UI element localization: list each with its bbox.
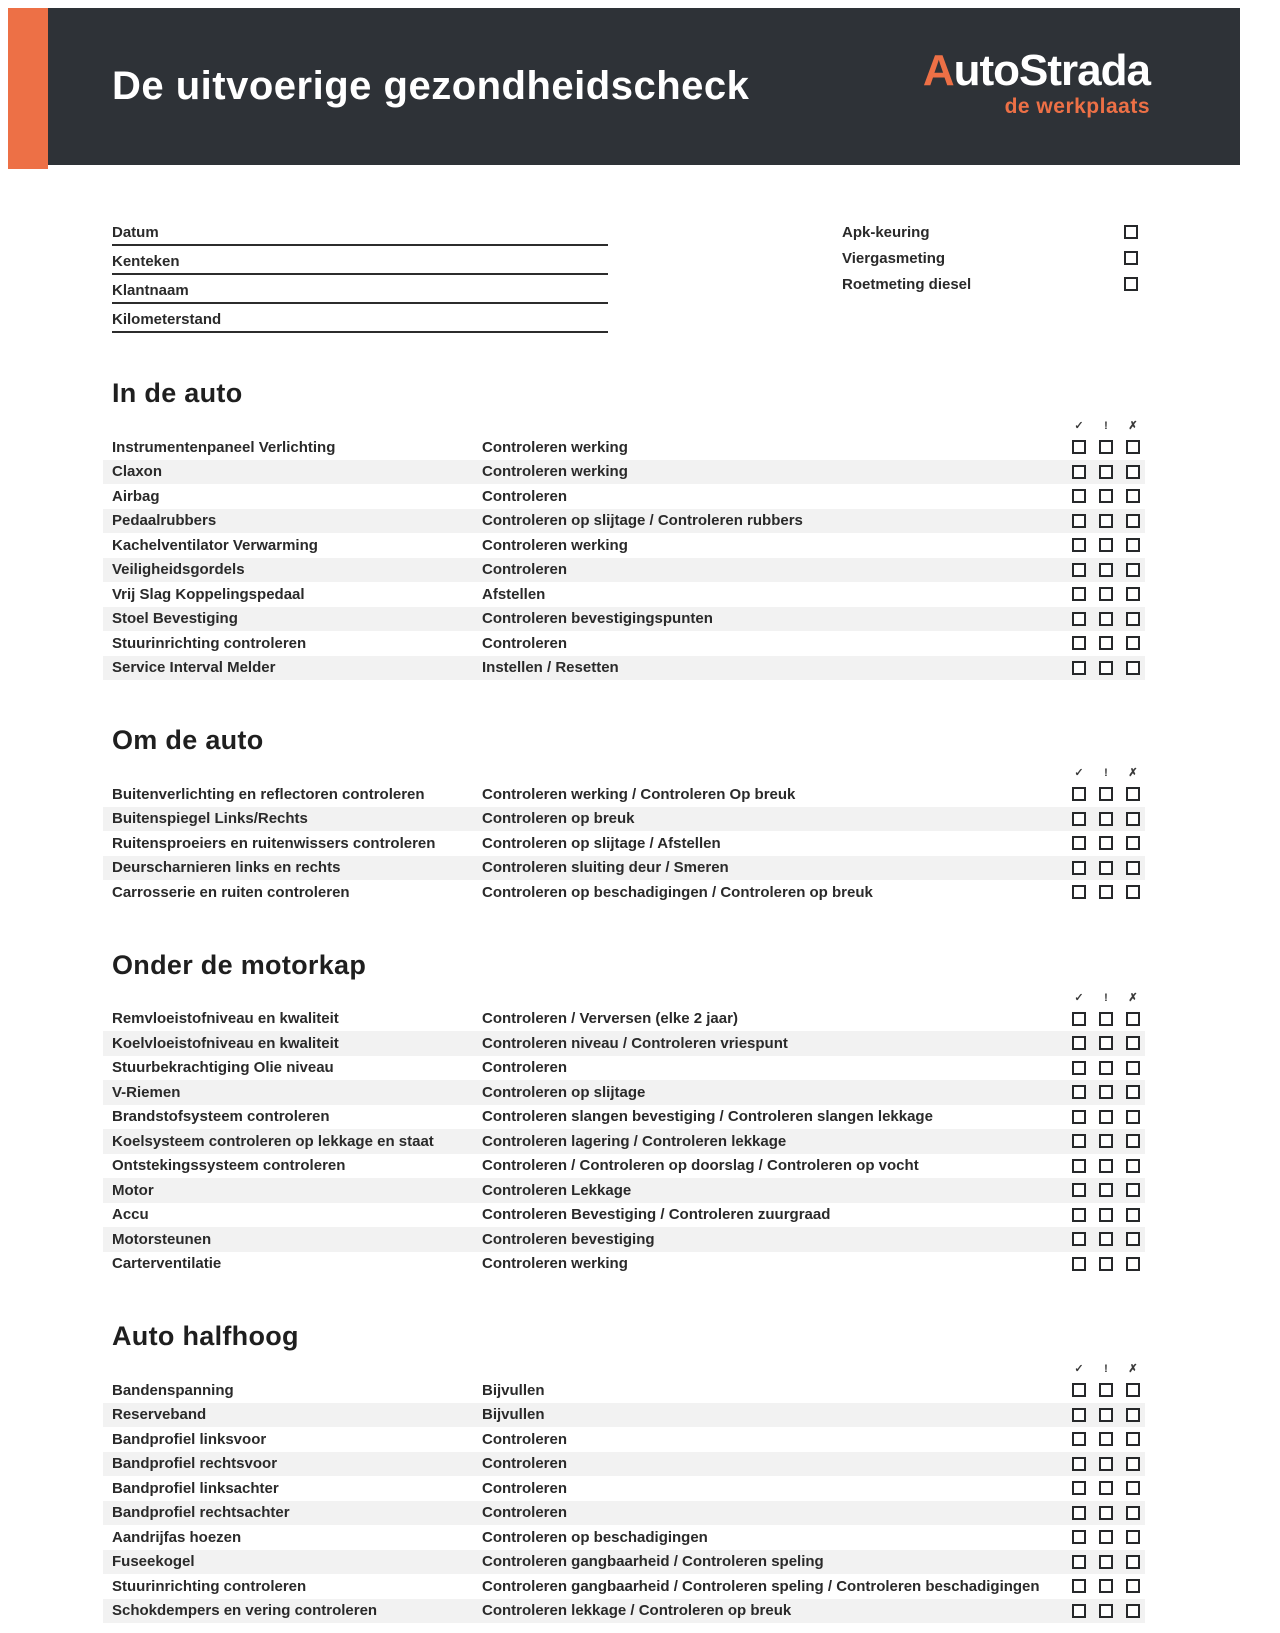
- checkbox-fail[interactable]: [1126, 861, 1140, 875]
- section-title: Auto halfhoog: [112, 1321, 299, 1351]
- checkbox-fail[interactable]: [1126, 612, 1140, 626]
- checkbox-fail[interactable]: [1126, 1408, 1140, 1422]
- extra-checks: [842, 217, 1138, 333]
- check-icon: ✓: [1074, 420, 1084, 432]
- row-action-label: Controleren slangen bevestiging / Controleren slangen lekkage: [482, 1108, 933, 1126]
- checkbox-ok[interactable]: [1072, 1506, 1086, 1520]
- checkbox-warning[interactable]: [1099, 1159, 1113, 1173]
- checkbox-warning[interactable]: [1099, 861, 1113, 875]
- section-title: Om de auto: [112, 725, 264, 755]
- table-row: [103, 533, 1145, 558]
- table-row: [103, 1105, 1145, 1130]
- checkbox-warning[interactable]: [1099, 885, 1113, 899]
- row-item-label: Buitenspiegel Links/Rechts: [112, 810, 308, 828]
- table-row: [103, 1550, 1145, 1575]
- table-row: [103, 1403, 1145, 1428]
- row-item-label: Reserveband: [112, 1406, 207, 1424]
- checkbox-warning[interactable]: [1099, 1257, 1113, 1271]
- table-row: [103, 1056, 1145, 1081]
- checkbox-ok[interactable]: [1072, 1257, 1086, 1271]
- checkbox-warning[interactable]: [1099, 514, 1113, 528]
- document-header: [8, 8, 1240, 165]
- checkbox-warning[interactable]: [1099, 836, 1113, 850]
- checkbox-fail[interactable]: [1126, 1555, 1140, 1569]
- row-item-label: Stuurinrichting controleren: [112, 634, 307, 652]
- checkbox-fail[interactable]: [1126, 1506, 1140, 1520]
- table-row: [103, 484, 1145, 509]
- extra-check-label: Roetmeting diesel: [842, 275, 972, 293]
- row-action-label: Controleren op breuk: [482, 810, 635, 828]
- checkbox-warning[interactable]: [1099, 1134, 1113, 1148]
- section-title: In de auto: [112, 378, 243, 408]
- cross-icon: ✗: [1128, 767, 1138, 779]
- checkbox-ok[interactable]: [1072, 514, 1086, 528]
- row-action-label: Controleren op beschadigingen / Controleren op breuk: [482, 883, 873, 901]
- form-field-label: Datum: [112, 224, 159, 241]
- row-item-label: Stuurinrichting controleren: [112, 1577, 307, 1595]
- row-item-label: Ontstekingssysteem controleren: [112, 1157, 346, 1175]
- checkbox-ok[interactable]: [1072, 563, 1086, 577]
- table-row: [103, 1203, 1145, 1228]
- row-action-label: Controleren lagering / Controleren lekkage: [482, 1132, 787, 1150]
- form-area: [0, 217, 1280, 333]
- row-action-label: Afstellen: [482, 585, 546, 603]
- row-action-label: Controleren: [482, 1504, 568, 1522]
- row-item-label: Remvloeistofniveau en kwaliteit: [112, 1010, 339, 1028]
- extra-check-row-viergasmeting: [842, 245, 1138, 271]
- checkbox-warning[interactable]: [1099, 538, 1113, 552]
- checkbox-fail[interactable]: [1126, 1110, 1140, 1124]
- checkbox-ok[interactable]: [1072, 1579, 1086, 1593]
- accent-bar: [8, 8, 48, 169]
- checkbox-ok[interactable]: [1072, 636, 1086, 650]
- checkbox-warning[interactable]: [1099, 563, 1113, 577]
- checkbox-ok[interactable]: [1072, 1457, 1086, 1471]
- form-field-kilometerstand[interactable]: [112, 304, 608, 333]
- row-item-label: Bandenspanning: [112, 1381, 234, 1399]
- checkbox-warning[interactable]: [1099, 465, 1113, 479]
- checkbox-fail[interactable]: [1126, 489, 1140, 503]
- row-item-label: Brandstofsysteem controleren: [112, 1108, 330, 1126]
- checkbox-warning[interactable]: [1099, 1604, 1113, 1618]
- health-check-document: [0, 8, 1280, 1623]
- checkbox-ok[interactable]: [1072, 1134, 1086, 1148]
- row-action-label: Controleren op slijtage: [482, 1083, 646, 1101]
- checkbox-warning[interactable]: [1099, 661, 1113, 675]
- column-symbols: [103, 768, 1145, 779]
- form-field-label: Klantnaam: [112, 282, 189, 299]
- checkbox-warning[interactable]: [1099, 1481, 1113, 1495]
- checkbox-warning[interactable]: [1099, 1432, 1113, 1446]
- row-item-label: Instrumentenpaneel Verlichting: [112, 438, 336, 456]
- table-row: [103, 460, 1145, 485]
- row-action-label: Bijvullen: [482, 1406, 545, 1424]
- checkbox-fail[interactable]: [1126, 1012, 1140, 1026]
- extra-check-label: Apk-keuring: [842, 223, 930, 241]
- row-action-label: Controleren werking: [482, 536, 628, 554]
- checkbox-ok[interactable]: [1072, 1530, 1086, 1544]
- row-item-label: Koelsysteem controleren op lekkage en staat: [112, 1132, 434, 1150]
- checkbox-ok[interactable]: [1072, 612, 1086, 626]
- checkbox-ok[interactable]: [1072, 1061, 1086, 1075]
- checkbox-ok[interactable]: [1072, 1012, 1086, 1026]
- row-action-label: Controleren: [482, 487, 568, 505]
- form-field-datum[interactable]: [112, 217, 608, 246]
- checkbox-fail[interactable]: [1126, 661, 1140, 675]
- check-icon: ✓: [1074, 767, 1084, 779]
- checkbox-warning[interactable]: [1099, 440, 1113, 454]
- row-action-label: Controleren / Verversen (elke 2 jaar): [482, 1010, 738, 1028]
- checkbox-warning[interactable]: [1099, 1506, 1113, 1520]
- checkbox-warning[interactable]: [1099, 636, 1113, 650]
- cross-icon: ✗: [1128, 991, 1138, 1004]
- checkbox-fail[interactable]: [1126, 836, 1140, 850]
- checkbox-fail[interactable]: [1126, 1383, 1140, 1397]
- row-action-label: Controleren sluiting deur / Smeren: [482, 859, 729, 877]
- checkbox-ok[interactable]: [1072, 1232, 1086, 1246]
- checkbox-warning[interactable]: [1099, 1061, 1113, 1075]
- table-row: [103, 1080, 1145, 1105]
- row-item-label: Motor: [112, 1181, 154, 1199]
- checkbox-ok[interactable]: [1072, 812, 1086, 826]
- form-fields: [112, 217, 608, 333]
- form-field-label: Kenteken: [112, 253, 180, 270]
- checkbox-apk-keuring[interactable]: [1124, 225, 1138, 239]
- row-item-label: Motorsteunen: [112, 1230, 212, 1248]
- table-row: [103, 1574, 1145, 1599]
- cross-icon: ✗: [1128, 1363, 1138, 1375]
- checkbox-fail[interactable]: [1126, 1457, 1140, 1471]
- logo-subtitle: de werkplaats: [1004, 94, 1150, 118]
- row-item-label: Bandprofiel linksvoor: [112, 1430, 267, 1448]
- checkbox-fail[interactable]: [1126, 1604, 1140, 1618]
- table-row: [103, 1227, 1145, 1252]
- form-field-klantnaam[interactable]: [112, 275, 608, 304]
- checkbox-ok[interactable]: [1072, 1208, 1086, 1222]
- checkbox-fail[interactable]: [1126, 1134, 1140, 1148]
- row-action-label: Controleren werking / Controleren Op breuk: [482, 785, 796, 803]
- checkbox-fail[interactable]: [1126, 1183, 1140, 1197]
- autostrada-logo: [922, 45, 1150, 118]
- row-item-label: Buitenverlichting en reflectoren controleren: [112, 785, 425, 803]
- table-row: [103, 582, 1145, 607]
- row-action-label: Controleren: [482, 1059, 568, 1077]
- section-auto-halfhoog: [103, 1321, 1145, 1623]
- row-action-label: Controleren: [482, 561, 568, 579]
- row-item-label: Claxon: [112, 463, 163, 481]
- checkbox-warning[interactable]: [1099, 1208, 1113, 1222]
- checkbox-warning[interactable]: [1099, 1110, 1113, 1124]
- checkbox-ok[interactable]: [1072, 661, 1086, 675]
- checkbox-ok[interactable]: [1072, 1604, 1086, 1618]
- row-action-label: Controleren Lekkage: [482, 1181, 632, 1199]
- row-item-label: Deurscharnieren links en rechts: [112, 859, 341, 877]
- checkbox-fail[interactable]: [1126, 787, 1140, 801]
- checkbox-ok[interactable]: [1072, 440, 1086, 454]
- row-item-label: Schokdempers en vering controleren: [112, 1602, 378, 1620]
- extra-check-row-roetmeting-diesel: [842, 271, 1138, 297]
- checkbox-ok[interactable]: [1072, 538, 1086, 552]
- row-item-label: Service Interval Melder: [112, 659, 276, 677]
- checkbox-roetmeting-diesel[interactable]: [1124, 277, 1138, 291]
- checkbox-fail[interactable]: [1126, 587, 1140, 601]
- row-action-label: Controleren bevestigingspunten: [482, 610, 713, 628]
- checkbox-warning[interactable]: [1099, 587, 1113, 601]
- checkbox-fail[interactable]: [1126, 636, 1140, 650]
- checkbox-warning[interactable]: [1099, 1232, 1113, 1246]
- section-onder-de-motorkap: [103, 950, 1145, 1277]
- column-symbols: [103, 993, 1145, 1004]
- row-item-label: Bandprofiel linksachter: [112, 1479, 279, 1497]
- checkbox-fail[interactable]: [1126, 1530, 1140, 1544]
- section-title: Onder de motorkap: [112, 949, 367, 980]
- checkbox-fail[interactable]: [1126, 812, 1140, 826]
- row-item-label: Veiligheidsgordels: [112, 561, 245, 579]
- checkbox-fail[interactable]: [1126, 514, 1140, 528]
- checkbox-ok[interactable]: [1072, 885, 1086, 899]
- row-action-label: Controleren op beschadigingen: [482, 1528, 708, 1546]
- row-action-label: Controleren gangbaarheid / Controleren speling: [482, 1553, 824, 1571]
- row-item-label: V-Riemen: [112, 1083, 181, 1101]
- row-action-label: Controleren / Controleren op doorslag / Controleren op vocht: [482, 1157, 919, 1175]
- row-item-label: Airbag: [112, 487, 160, 505]
- row-item-label: Aandrijfas hoezen: [112, 1528, 242, 1546]
- row-action-label: Controleren: [482, 1430, 568, 1448]
- checkbox-warning[interactable]: [1099, 1183, 1113, 1197]
- checkbox-ok[interactable]: [1072, 1085, 1086, 1099]
- table-row: [103, 831, 1145, 856]
- checkbox-ok[interactable]: [1072, 861, 1086, 875]
- row-item-label: Stuurbekrachtiging Olie niveau: [112, 1059, 334, 1077]
- row-item-label: Ruitensproeiers en ruitenwissers controleren: [112, 834, 436, 852]
- checkbox-ok[interactable]: [1072, 1383, 1086, 1397]
- table-row: [103, 509, 1145, 534]
- row-item-label: Bandprofiel rechtsachter: [112, 1504, 290, 1522]
- logo-rest: utoStrada: [953, 45, 1150, 95]
- checkbox-warning[interactable]: [1099, 1383, 1113, 1397]
- table-row: [103, 656, 1145, 681]
- table-row: [103, 1178, 1145, 1203]
- checkbox-warning[interactable]: [1099, 812, 1113, 826]
- row-item-label: Accu: [112, 1206, 149, 1224]
- row-item-label: Carrosserie en ruiten controleren: [112, 883, 350, 901]
- row-action-label: Controleren: [482, 1479, 568, 1497]
- checkbox-ok[interactable]: [1072, 489, 1086, 503]
- table-row: [103, 1252, 1145, 1277]
- column-symbols: [103, 1364, 1145, 1375]
- checkbox-fail[interactable]: [1126, 1432, 1140, 1446]
- row-action-label: Controleren werking: [482, 438, 628, 456]
- row-action-label: Controleren: [482, 634, 568, 652]
- checkbox-ok[interactable]: [1072, 1432, 1086, 1446]
- row-action-label: Controleren gangbaarheid / Controleren speling / Controleren beschadigingen: [482, 1577, 1040, 1595]
- checkbox-fail[interactable]: [1126, 1232, 1140, 1246]
- checkbox-fail[interactable]: [1126, 1085, 1140, 1099]
- row-action-label: Controleren Bevestiging / Controleren zuurgraad: [482, 1206, 831, 1224]
- checkbox-ok[interactable]: [1072, 1159, 1086, 1173]
- checkbox-fail[interactable]: [1126, 1036, 1140, 1050]
- table-row: [103, 1599, 1145, 1624]
- row-action-label: Controleren op slijtage / Controleren rubbers: [482, 512, 803, 530]
- table-row: [103, 1031, 1145, 1056]
- logo-initial: A: [922, 45, 954, 95]
- checkbox-ok[interactable]: [1072, 787, 1086, 801]
- check-icon: ✓: [1074, 991, 1084, 1004]
- row-item-label: Kachelventilator Verwarming: [112, 536, 318, 554]
- checkbox-fail[interactable]: [1126, 465, 1140, 479]
- checkbox-warning[interactable]: [1099, 1530, 1113, 1544]
- checkbox-ok[interactable]: [1072, 1555, 1086, 1569]
- checkbox-fail[interactable]: [1126, 563, 1140, 577]
- checklist-sections: [0, 378, 1280, 1623]
- check-icon: ✓: [1074, 1363, 1084, 1375]
- checkbox-warning[interactable]: [1099, 1457, 1113, 1471]
- section-in-de-auto: [103, 378, 1145, 680]
- extra-check-row-apk-keuring: [842, 219, 1138, 245]
- table-row: [103, 1007, 1145, 1032]
- checkbox-ok[interactable]: [1072, 1110, 1086, 1124]
- checkbox-warning[interactable]: [1099, 1579, 1113, 1593]
- checkbox-fail[interactable]: [1126, 1159, 1140, 1173]
- row-item-label: Koelvloeistofniveau en kwaliteit: [112, 1034, 339, 1052]
- row-action-label: Controleren: [482, 1455, 568, 1473]
- table-row: [103, 807, 1145, 832]
- checkbox-viergasmeting[interactable]: [1124, 251, 1138, 265]
- warning-icon: !: [1104, 1363, 1108, 1375]
- table-row: [103, 1501, 1145, 1526]
- row-action-label: Controleren werking: [482, 1255, 628, 1273]
- row-action-label: Controleren lekkage / Controleren op breuk: [482, 1602, 792, 1620]
- checkbox-ok[interactable]: [1072, 465, 1086, 479]
- table-row: [103, 1476, 1145, 1501]
- checkbox-fail[interactable]: [1126, 885, 1140, 899]
- table-row: [103, 880, 1145, 905]
- table-row: [103, 607, 1145, 632]
- checkbox-warning[interactable]: [1099, 1085, 1113, 1099]
- row-item-label: Stoel Bevestiging: [112, 610, 238, 628]
- row-item-label: Carterventilatie: [112, 1255, 222, 1273]
- row-action-label: Controleren bevestiging: [482, 1230, 655, 1248]
- section-om-de-auto: [103, 725, 1145, 905]
- table-row: [103, 1525, 1145, 1550]
- table-row: [103, 1378, 1145, 1403]
- row-action-label: Instellen / Resetten: [482, 659, 619, 677]
- row-action-label: Controleren niveau / Controleren vriespunt: [482, 1034, 788, 1052]
- table-row: [103, 856, 1145, 881]
- checkbox-fail[interactable]: [1126, 440, 1140, 454]
- table-row: [103, 1154, 1145, 1179]
- form-field-kenteken[interactable]: [112, 246, 608, 275]
- warning-icon: !: [1104, 991, 1108, 1004]
- checkbox-warning[interactable]: [1099, 1408, 1113, 1422]
- row-item-label: Bandprofiel rechtsvoor: [112, 1455, 278, 1473]
- row-item-label: Fuseekogel: [112, 1553, 195, 1571]
- checkbox-ok[interactable]: [1072, 1036, 1086, 1050]
- checkbox-fail[interactable]: [1126, 1257, 1140, 1271]
- table-row: [103, 1452, 1145, 1477]
- form-field-label: Kilometerstand: [112, 311, 222, 328]
- table-row: [103, 558, 1145, 583]
- page-title: De uitvoerige gezondheidscheck: [112, 64, 750, 108]
- checkbox-ok[interactable]: [1072, 1481, 1086, 1495]
- row-action-label: Bijvullen: [482, 1381, 545, 1399]
- logo-wordmark: [922, 45, 1150, 95]
- row-item-label: Pedaalrubbers: [112, 512, 217, 530]
- checkbox-warning[interactable]: [1099, 1555, 1113, 1569]
- checkbox-warning[interactable]: [1099, 1036, 1113, 1050]
- checkbox-warning[interactable]: [1099, 612, 1113, 626]
- checkbox-fail[interactable]: [1126, 1579, 1140, 1593]
- table-row: [103, 782, 1145, 807]
- checkbox-warning[interactable]: [1099, 787, 1113, 801]
- checkbox-warning[interactable]: [1099, 489, 1113, 503]
- row-item-label: Vrij Slag Koppelingspedaal: [112, 585, 305, 603]
- checkbox-ok[interactable]: [1072, 1408, 1086, 1422]
- table-row: [103, 1129, 1145, 1154]
- extra-check-label: Viergasmeting: [842, 249, 946, 267]
- warning-icon: !: [1104, 767, 1108, 779]
- checkbox-warning[interactable]: [1099, 1012, 1113, 1026]
- row-action-label: Controleren werking: [482, 463, 628, 481]
- checkbox-fail[interactable]: [1126, 1061, 1140, 1075]
- checkbox-fail[interactable]: [1126, 1481, 1140, 1495]
- table-row: [103, 435, 1145, 460]
- table-row: [103, 631, 1145, 656]
- checkbox-ok[interactable]: [1072, 587, 1086, 601]
- checkbox-fail[interactable]: [1126, 538, 1140, 552]
- checkbox-ok[interactable]: [1072, 836, 1086, 850]
- row-action-label: Controleren op slijtage / Afstellen: [482, 834, 721, 852]
- checkbox-fail[interactable]: [1126, 1208, 1140, 1222]
- cross-icon: ✗: [1128, 420, 1138, 432]
- column-symbols: [103, 421, 1145, 432]
- warning-icon: !: [1104, 420, 1108, 432]
- checkbox-ok[interactable]: [1072, 1183, 1086, 1197]
- table-row: [103, 1427, 1145, 1452]
